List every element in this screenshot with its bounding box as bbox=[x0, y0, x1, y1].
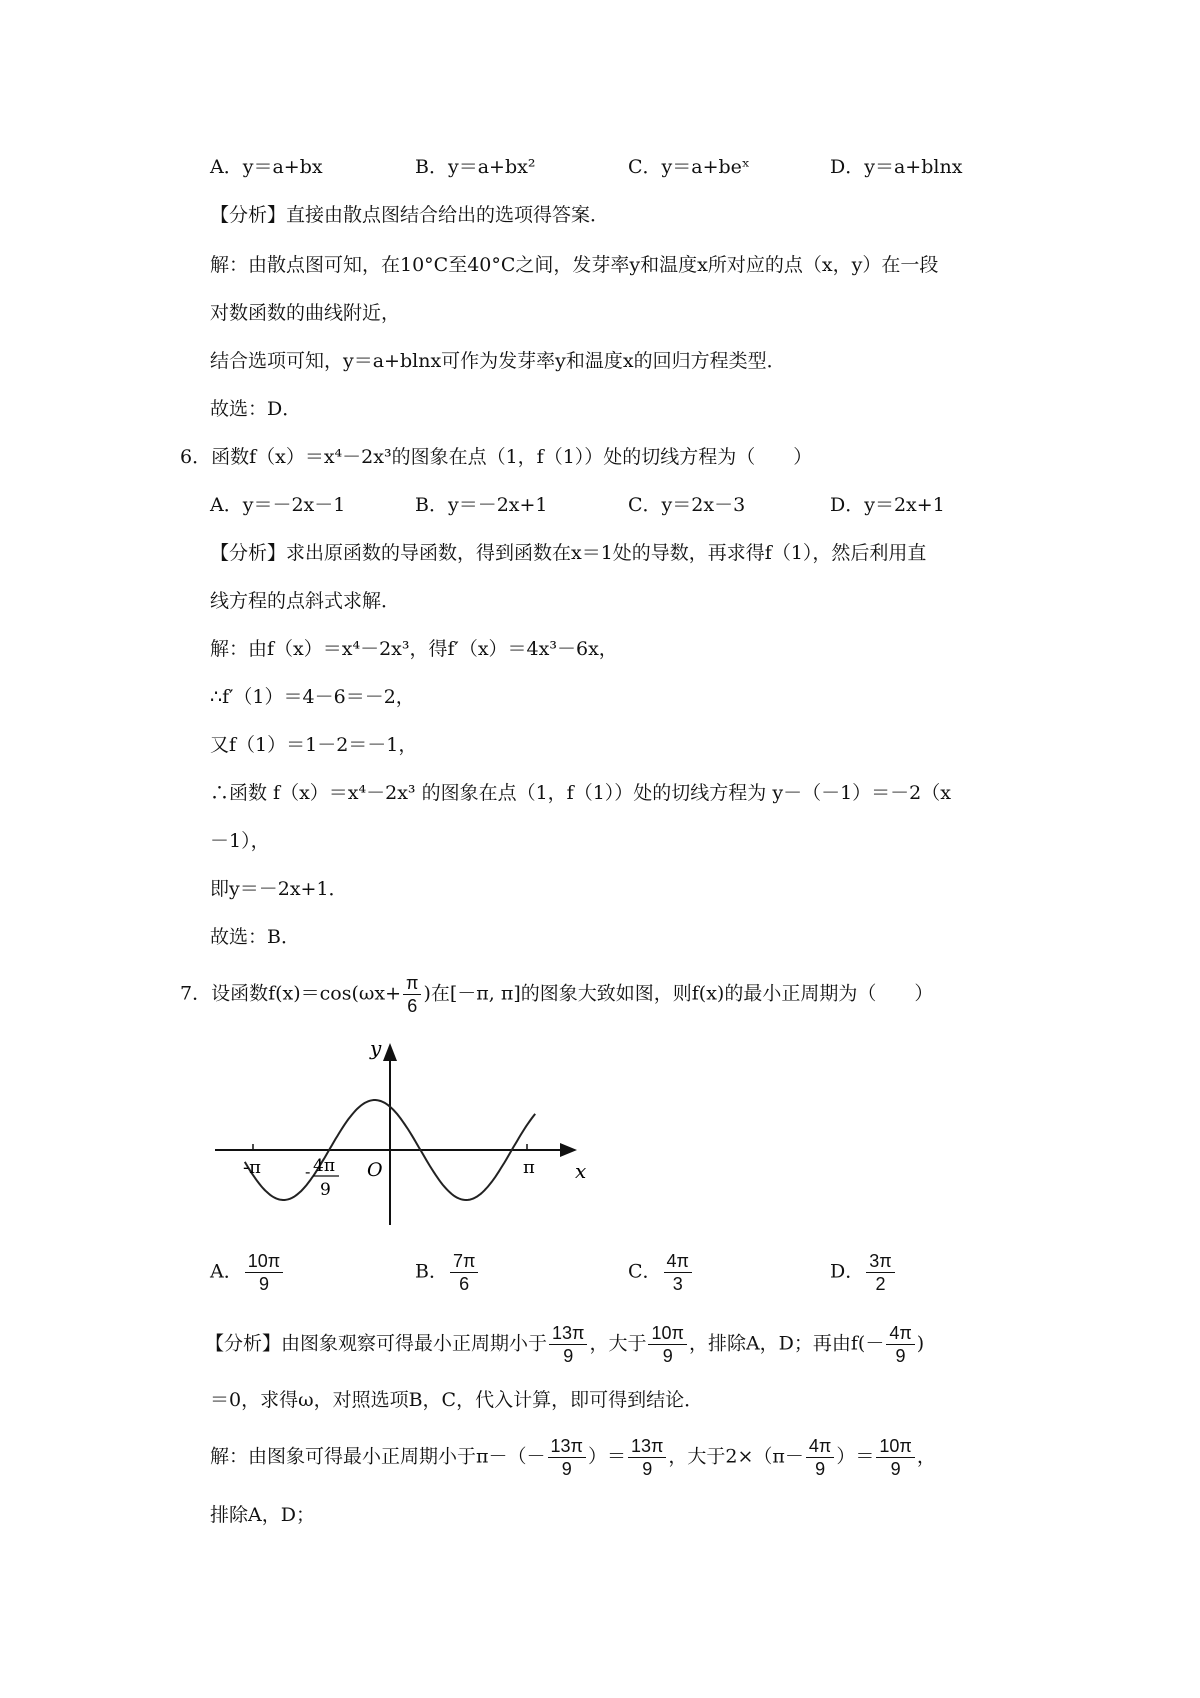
q5-option-a: A．y＝a+bx bbox=[210, 156, 323, 178]
x-axis-arrow bbox=[560, 1143, 577, 1157]
analysis-text: ，排除A，D；再由f(－ bbox=[688, 1332, 885, 1355]
solution-text: ，大于2×（π－ bbox=[668, 1445, 804, 1468]
frac-denominator: 2 bbox=[875, 1274, 886, 1294]
fraction-10pi-9 bbox=[876, 1435, 914, 1480]
q7-stem-fraction bbox=[403, 972, 421, 1017]
frac-numerator: 10π bbox=[876, 1435, 914, 1458]
option-letter: D． bbox=[830, 1260, 865, 1283]
q6-option-b: B．y＝－2x+1 bbox=[415, 494, 548, 516]
q7-option-c bbox=[628, 1250, 694, 1295]
q6-answer: 故选：B． bbox=[210, 926, 300, 948]
fraction-13pi-9 bbox=[549, 1322, 587, 1367]
q7-stem-part1: 7．设函数f(x)＝cos(ωx+ bbox=[180, 982, 402, 1005]
option-fraction bbox=[450, 1250, 478, 1295]
q6-solution-line2: ∴f′（1）＝4－6＝－2， bbox=[210, 686, 415, 708]
q5-solution-line1: 解：由散点图可知，在10°C至40°C之间，发芽率y和温度x所对应的点（x，y）在一段 bbox=[210, 254, 939, 276]
frac-numerator: 7π bbox=[450, 1250, 478, 1273]
q5-analysis: 【分析】直接由散点图结合给出的选项得答案． bbox=[210, 204, 610, 226]
q7-option-b bbox=[415, 1250, 480, 1295]
q5-option-d: D．y＝a+blnx bbox=[830, 156, 963, 178]
q6-option-a: A．y＝－2x－1 bbox=[210, 494, 346, 516]
q6-stem: 6．函数f（x）＝x⁴－2x³的图象在点（1，f（1））处的切线方程为（ ） bbox=[180, 446, 813, 468]
neg-pi-label: -π bbox=[243, 1157, 261, 1178]
analysis-text: 【分析】由图象观察可得最小正周期小于 bbox=[205, 1332, 548, 1355]
q5-answer: 故选：D． bbox=[210, 398, 302, 420]
frac-denominator: 9 bbox=[895, 1346, 906, 1366]
fraction-10pi-9 bbox=[648, 1322, 686, 1367]
frac-numerator: 10π bbox=[245, 1250, 283, 1273]
frac-numerator: 13π bbox=[548, 1435, 586, 1458]
solution-text: ， bbox=[916, 1445, 936, 1468]
q5-option-b: B．y＝a+bx² bbox=[415, 156, 536, 178]
frac-denominator: 6 bbox=[459, 1274, 470, 1294]
y-axis-arrow bbox=[383, 1043, 397, 1061]
q7-option-a bbox=[210, 1250, 285, 1295]
q6-solution-line5: －1）， bbox=[210, 830, 270, 852]
q7-stem-part2: )在[－π, π]的图象大致如图，则f(x)的最小正周期为（ ） bbox=[423, 982, 934, 1005]
q6-solution-line3: 又f（1）＝1－2＝－1， bbox=[210, 734, 418, 756]
q6-solution-line1: 解：由f（x）＝x⁴－2x³，得f′（x）＝4x³－6x， bbox=[210, 638, 618, 660]
frac-denominator: 9 bbox=[815, 1459, 826, 1479]
q6-analysis-line2: 线方程的点斜式求解． bbox=[210, 590, 401, 612]
q6-solution-line6: 即y＝－2x+1． bbox=[210, 878, 348, 900]
frac-denominator: 9 bbox=[642, 1459, 653, 1479]
zero-label-numerator: 4π bbox=[313, 1156, 335, 1176]
fraction-13pi-9 bbox=[548, 1435, 586, 1480]
fraction-4pi-9 bbox=[806, 1435, 834, 1480]
frac-numerator: 13π bbox=[549, 1322, 587, 1345]
pi-label: π bbox=[523, 1157, 535, 1178]
option-fraction bbox=[664, 1250, 692, 1295]
frac-numerator: 4π bbox=[886, 1322, 914, 1345]
frac-denominator: 9 bbox=[258, 1274, 269, 1294]
x-axis-label: x bbox=[575, 1159, 587, 1183]
analysis-text: ) bbox=[916, 1332, 925, 1355]
frac-denominator: 9 bbox=[890, 1459, 901, 1479]
frac-numerator: π bbox=[403, 972, 421, 995]
q5-solution-line3: 结合选项可知，y＝a+blnx可作为发芽率y和温度x的回归方程类型． bbox=[210, 350, 786, 372]
fraction-4pi-9 bbox=[886, 1322, 914, 1367]
frac-numerator: 3π bbox=[866, 1250, 894, 1273]
frac-denominator: 9 bbox=[561, 1459, 572, 1479]
option-letter: A． bbox=[210, 1260, 243, 1283]
option-letter: B． bbox=[415, 1260, 448, 1283]
analysis-text: ，大于 bbox=[589, 1332, 647, 1355]
frac-denominator: 6 bbox=[407, 996, 418, 1016]
frac-numerator: 4π bbox=[806, 1435, 834, 1458]
q7-solution-line1 bbox=[210, 1435, 936, 1480]
q7-cosine-graph bbox=[205, 1035, 585, 1230]
solution-text: 解：由图象可得最小正周期小于π－（－ bbox=[210, 1445, 546, 1468]
frac-denominator: 9 bbox=[563, 1346, 574, 1366]
option-fraction bbox=[866, 1250, 894, 1295]
q6-option-d: D．y＝2x+1 bbox=[830, 494, 945, 516]
q7-solution-line2: 排除A，D； bbox=[210, 1504, 315, 1526]
frac-numerator: 4π bbox=[664, 1250, 692, 1273]
q5-option-c: C．y＝a+beˣ bbox=[628, 156, 750, 178]
q6-solution-line4: ∴函数 f（x）＝x⁴－2x³ 的图象在点（1，f（1））处的切线方程为 y－（－1）＝－2（x bbox=[210, 782, 951, 804]
q5-solution-line2: 对数函数的曲线附近， bbox=[210, 302, 401, 324]
q7-stem bbox=[180, 972, 933, 1017]
option-fraction bbox=[245, 1250, 283, 1295]
fraction-13pi-9 bbox=[628, 1435, 666, 1480]
frac-numerator: 10π bbox=[648, 1322, 686, 1345]
zero-label-denominator: 9 bbox=[320, 1180, 331, 1200]
q7-option-d bbox=[830, 1250, 897, 1295]
frac-denominator: 3 bbox=[672, 1274, 683, 1294]
solution-text: ）＝ bbox=[836, 1445, 875, 1468]
frac-numerator: 13π bbox=[628, 1435, 666, 1458]
solution-text: ）＝ bbox=[587, 1445, 626, 1468]
q6-analysis-line1: 【分析】求出原函数的导函数，得到函数在x＝1处的导数，再求得f（1），然后利用直 bbox=[210, 542, 927, 564]
option-letter: C． bbox=[628, 1260, 662, 1283]
origin-label: O bbox=[367, 1159, 383, 1181]
q7-analysis-line2: ＝0，求得ω，对照选项B，C，代入计算，即可得到结论． bbox=[210, 1389, 704, 1411]
q6-option-c: C．y＝2x－3 bbox=[628, 494, 746, 516]
frac-denominator: 9 bbox=[662, 1346, 673, 1366]
q7-analysis-line1 bbox=[205, 1322, 924, 1367]
y-axis-label: y bbox=[370, 1036, 382, 1060]
zero-label-sign: - bbox=[305, 1162, 311, 1181]
